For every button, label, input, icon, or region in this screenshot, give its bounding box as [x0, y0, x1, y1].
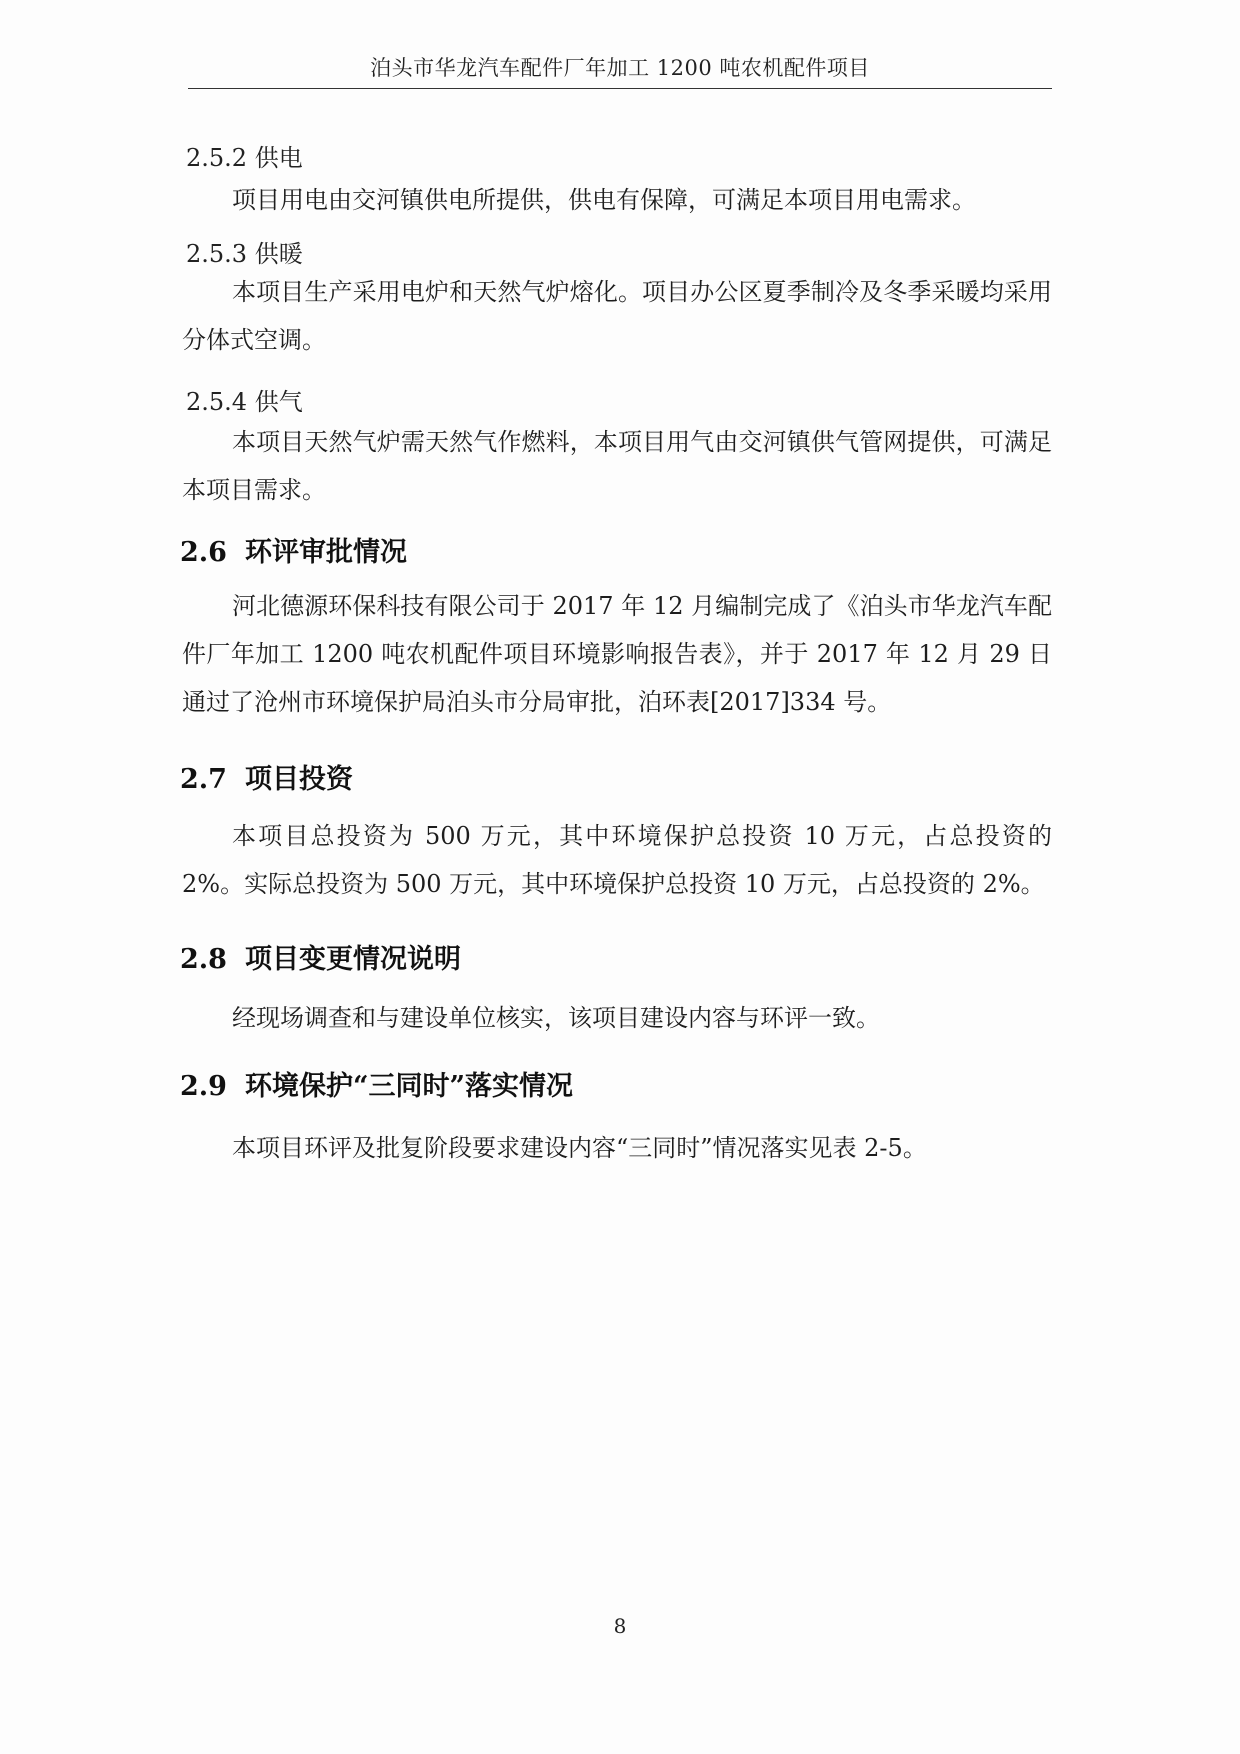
paragraph-changes: 经现场调查和与建设单位核实，该项目建设内容与环评一致。 [232, 1004, 880, 1032]
paragraph-eia-approval: 河北德源环保科技有限公司于 2017 年 12 月编制完成了《泊头市华龙汽车配件厂年加工 1200 吨农机配件项目环境影响报告表》，并于 2017 年 12 月 29 日通过了沧州市环境保护局泊头市分局审批，泊环表[2017]334 号。 [182, 592, 1052, 716]
section-number: 2.6 [180, 537, 227, 568]
subsection-title-2-5-3: 2.5.3 供暖 [186, 240, 303, 268]
running-header: 泊头市华龙汽车配件厂年加工 1200 吨农机配件项目 [370, 56, 870, 80]
paragraph-investment: 本项目总投资为 500 万元，其中环境保护总投资 10 万元，占总投资的 2%。实际总投资为 500 万元，其中环境保护总投资 10 万元，占总投资的 2%。 [182, 822, 1052, 898]
section-title: 环境保护“三同时”落实情况 [244, 1071, 574, 1102]
section-title: 项目变更情况说明 [244, 944, 461, 975]
subsection-title-2-5-4: 2.5.4 供气 [186, 388, 303, 416]
header-rule [188, 88, 1052, 89]
paragraph-power-supply: 项目用电由交河镇供电所提供，供电有保障，可满足本项目用电需求。 [232, 186, 976, 214]
section-heading-2-8 [180, 937, 461, 976]
paragraph-gas-supply: 本项目天然气炉需天然气作燃料，本项目用气由交河镇供气管网提供，可满足本项目需求。 [182, 428, 1052, 504]
section-title: 环评审批情况 [244, 537, 407, 568]
paragraph-heating: 本项目生产采用电炉和天然气炉熔化。项目办公区夏季制冷及冬季采暖均采用分体式空调。 [182, 278, 1052, 354]
section-heading-2-9 [180, 1064, 573, 1103]
subsection-title-2-5-2: 2.5.2 供电 [186, 144, 303, 172]
section-heading-2-6 [180, 530, 407, 569]
section-number: 2.7 [180, 764, 227, 795]
page-number: 8 [613, 1614, 627, 1638]
section-number: 2.8 [180, 944, 227, 975]
paragraph-three-simultaneous: 本项目环评及批复阶段要求建设内容“三同时”情况落实见表 2-5。 [232, 1134, 927, 1162]
section-number: 2.9 [180, 1071, 227, 1102]
section-title: 项目投资 [244, 764, 353, 795]
section-heading-2-7 [180, 757, 353, 796]
